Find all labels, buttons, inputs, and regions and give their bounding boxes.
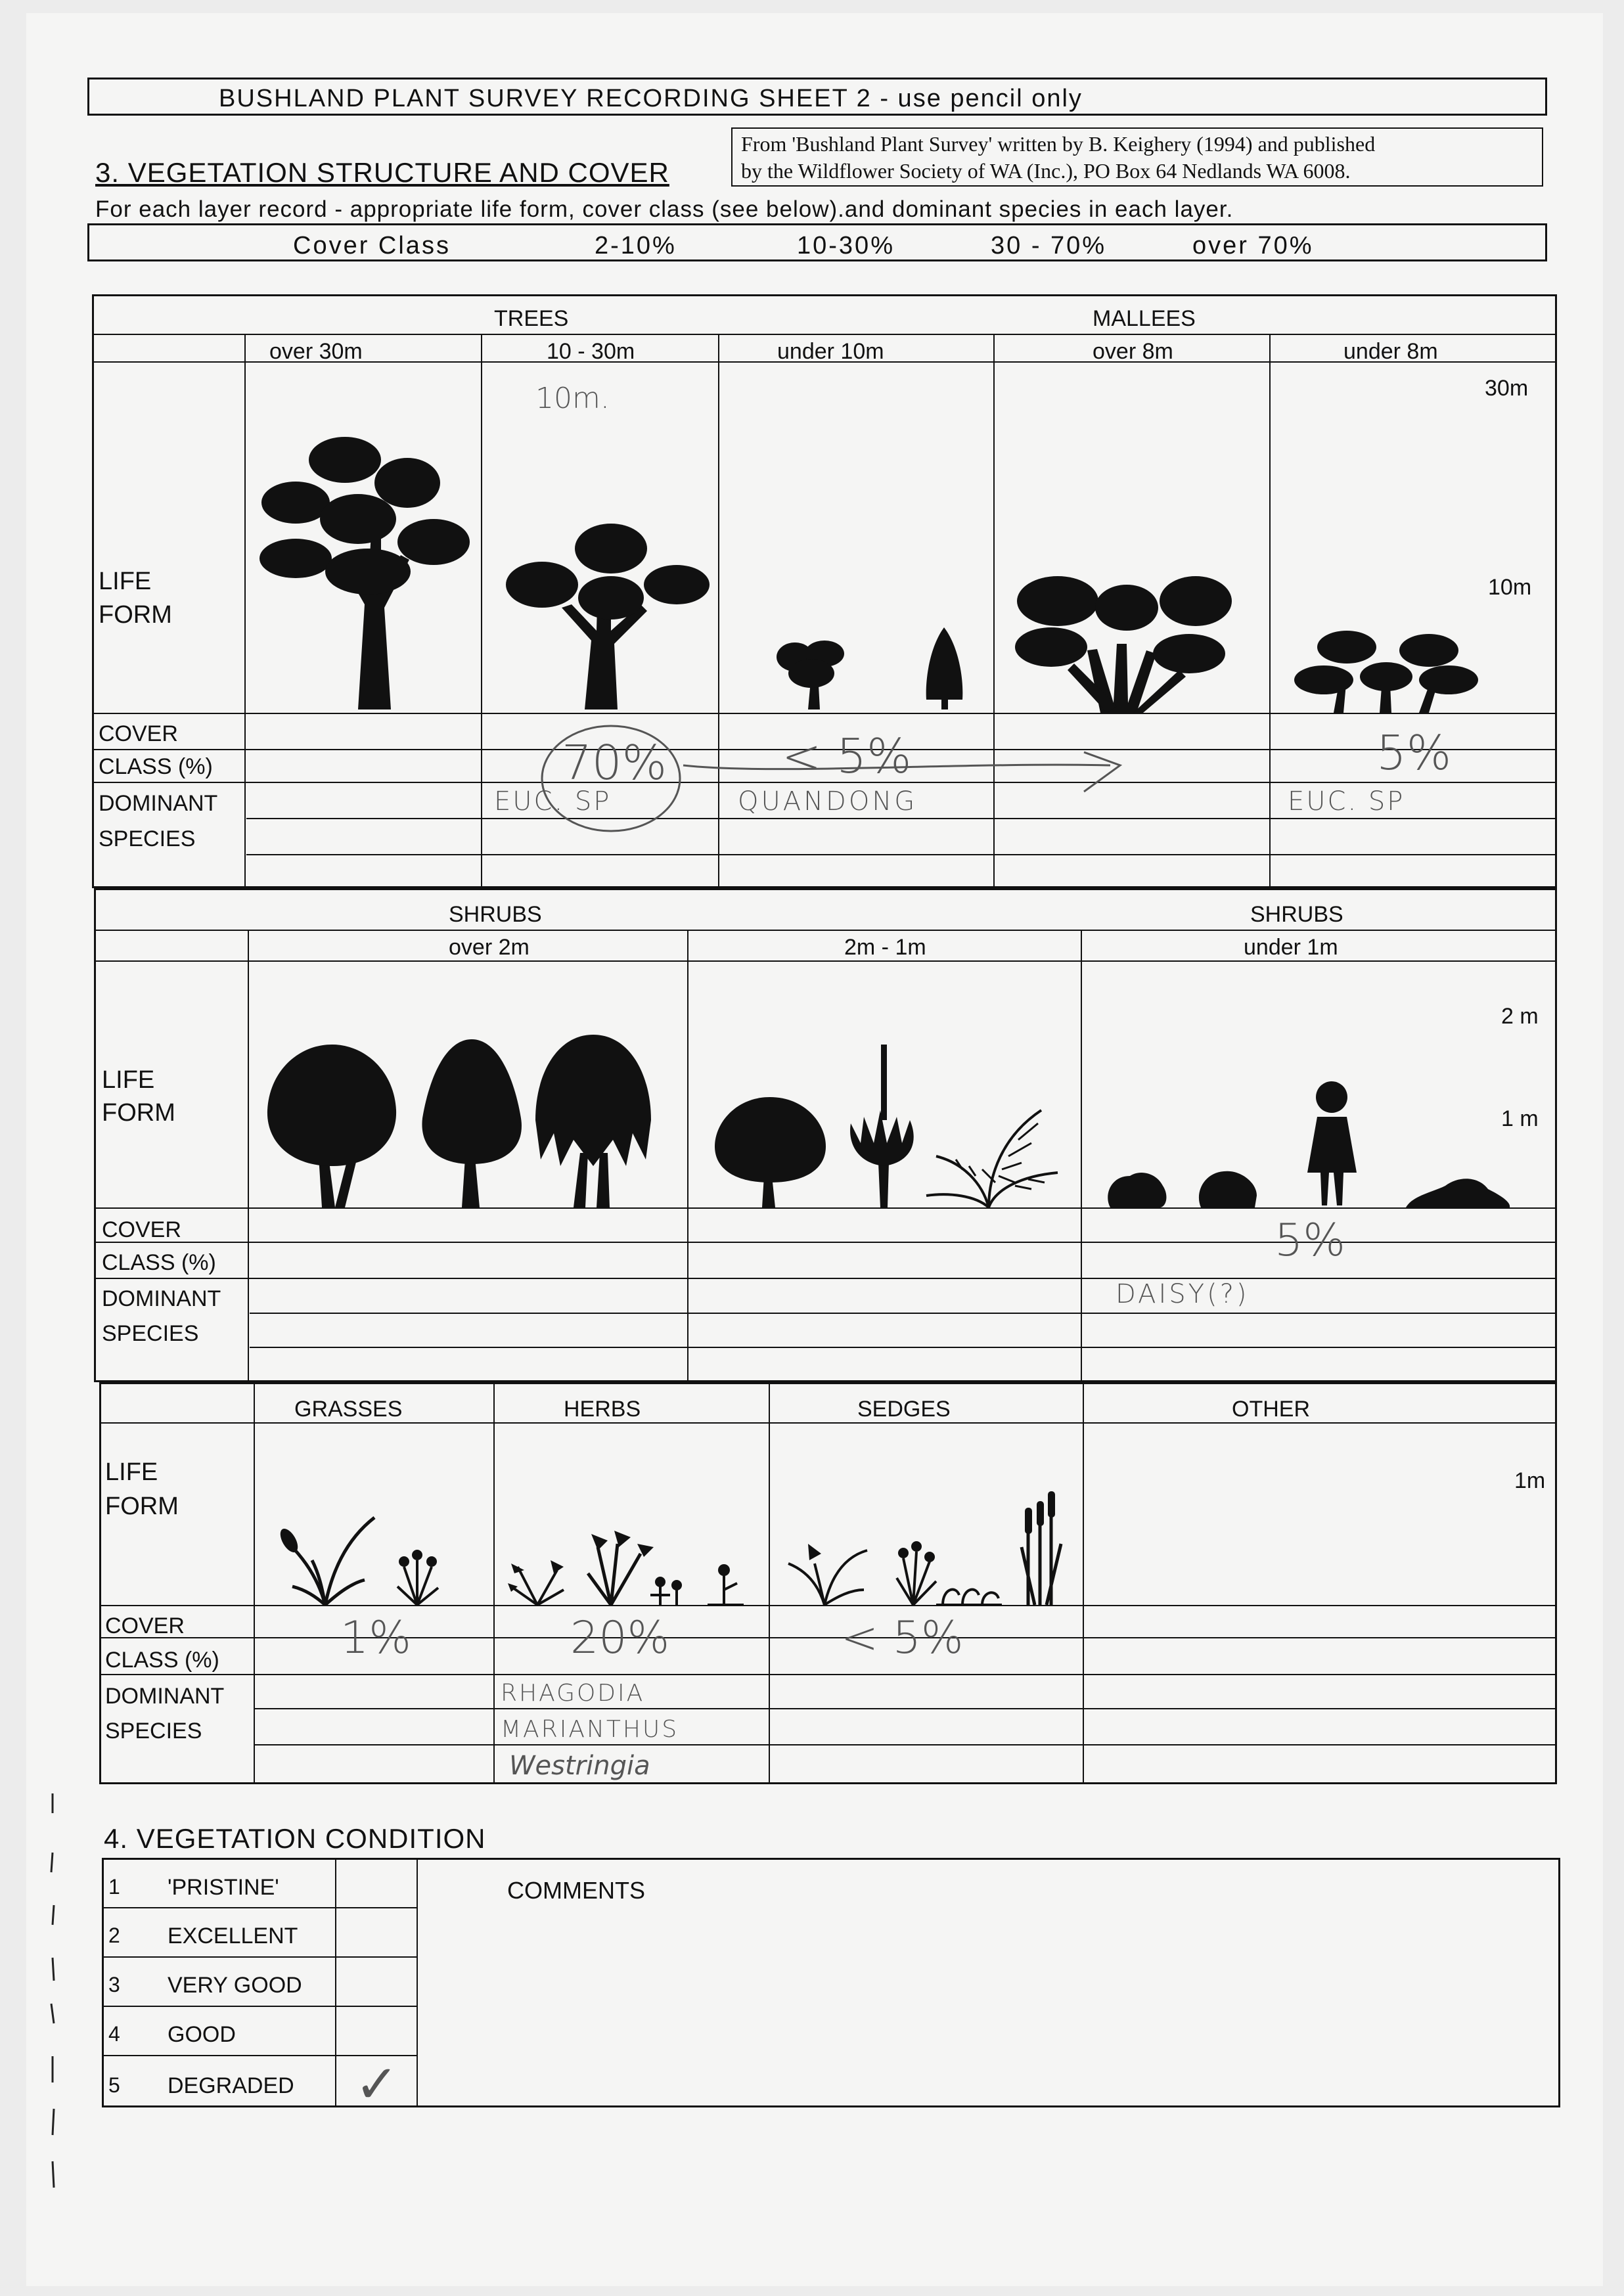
- sedge-icon-2: [890, 1539, 939, 1605]
- scale-10m: 10m: [1488, 575, 1532, 600]
- tall-tree-icon: [259, 434, 476, 709]
- medium-tree-icon: [506, 522, 710, 709]
- herb-icon-3: [647, 1575, 693, 1605]
- person-scale-icon: [1304, 1081, 1360, 1205]
- sheet-title: BUSHLAND PLANT SURVEY RECORDING SHEET 2 - use pencil only: [219, 85, 1083, 112]
- large-shrub-icon-3: [534, 1035, 652, 1207]
- condition-num: 4: [108, 2022, 120, 2046]
- condition-label: 'PRISTINE': [168, 1875, 279, 1900]
- scale-1m-ground: 1m: [1514, 1468, 1546, 1493]
- ground-cover-label: COVER: [105, 1613, 185, 1638]
- hw-species-herbs-2: MARIANTHUS: [501, 1716, 679, 1743]
- hw-species-under10: QUANDONG: [738, 786, 918, 817]
- ground-life-label: LIFE: [105, 1458, 158, 1486]
- condition-num: 3: [108, 1973, 120, 1996]
- hw-cover-under1m: 5%: [1274, 1215, 1345, 1267]
- sedge-icon-1: [782, 1537, 870, 1605]
- mallees-group-header: MALLEES: [1093, 306, 1196, 331]
- condition-label: VERY GOOD: [168, 1973, 302, 1998]
- section3-title: 3. VEGETATION STRUCTURE AND COVER: [95, 157, 669, 188]
- hw-cover-mallee: 5%: [1376, 725, 1452, 780]
- fern-icon: [923, 1104, 1061, 1207]
- scale-1m-shrubs: 1 m: [1501, 1106, 1539, 1131]
- col-mallee-under-8m: under 8m: [1343, 339, 1438, 364]
- condition-num: 1: [108, 1875, 120, 1899]
- rush-icon: [1015, 1488, 1068, 1605]
- shrubs-right-group-header: SHRUBS: [1250, 902, 1343, 927]
- herb-icon-1: [505, 1554, 570, 1605]
- trees-form-label: FORM: [99, 601, 172, 629]
- shrubs-left-group-header: SHRUBS: [449, 902, 542, 927]
- col-shrub-2m-1m: 2m - 1m: [844, 935, 926, 960]
- low-shrub-icon-2: [1194, 1166, 1260, 1207]
- mallee-short-icon: [1294, 631, 1478, 713]
- trees-life-label: LIFE: [99, 568, 152, 595]
- degraded-checkmark: ✓: [355, 2054, 399, 2115]
- comments-area[interactable]: [420, 1908, 1557, 2105]
- medium-shrub-icon: [713, 1097, 828, 1207]
- col-herbs: HERBS: [564, 1397, 641, 1422]
- low-shrub-icon-1: [1104, 1169, 1169, 1207]
- shrubs-life-label: LIFE: [102, 1066, 155, 1094]
- condition-row-good[interactable]: [102, 2006, 417, 2055]
- trees-class-label: CLASS (%): [99, 754, 213, 779]
- col-other: OTHER: [1232, 1397, 1310, 1422]
- condition-row-pristine[interactable]: [102, 1858, 417, 1907]
- binder-marks: [39, 1793, 66, 2214]
- hw-species-mallee: EUC. SP: [1288, 786, 1405, 817]
- col-grasses: GRASSES: [294, 1397, 403, 1422]
- mallee-tall-icon: [1015, 572, 1238, 713]
- condition-label: EXCELLENT: [168, 1924, 298, 1948]
- grasstree-icon: [844, 1045, 923, 1207]
- scale-30m: 30m: [1485, 376, 1529, 401]
- cover-class-3: 30 - 70%: [991, 232, 1107, 259]
- shrubs-class-label: CLASS (%): [102, 1250, 216, 1275]
- instructions: For each layer record - appropriate life form, cover class (see below).and dominant species in each layer.: [95, 196, 1234, 222]
- conifer-icon: [923, 627, 966, 709]
- condition-num: 2: [108, 1924, 120, 1947]
- condition-num: 5: [108, 2073, 120, 2097]
- scale-2m: 2 m: [1501, 1004, 1539, 1029]
- herb-icon-2: [578, 1527, 657, 1605]
- ground-class-label: CLASS (%): [105, 1648, 219, 1673]
- source-line-1: From 'Bushland Plant Survey' written by B. Keighery (1994) and published: [741, 132, 1376, 156]
- cover-class-label: Cover Class: [293, 232, 451, 259]
- shrubs-species-label: SPECIES: [102, 1321, 199, 1346]
- shrubs-dominant-label: DOMINANT: [102, 1286, 221, 1311]
- hw-species-herbs-3: Westringia: [509, 1751, 650, 1781]
- col-over-30m: over 30m: [269, 339, 363, 364]
- condition-label: GOOD: [168, 2022, 236, 2047]
- section4-title: 4. VEGETATION CONDITION: [104, 1823, 486, 1854]
- hw-cover-trees: 70%: [562, 735, 667, 790]
- condition-row-excellent[interactable]: [102, 1907, 417, 1956]
- low-shrub-icon-3: [1406, 1173, 1511, 1207]
- ground-form-label: FORM: [105, 1493, 179, 1520]
- shrubs-form-label: FORM: [102, 1099, 175, 1127]
- ground-species-label: SPECIES: [105, 1719, 202, 1744]
- col-shrub-over-2m: over 2m: [449, 935, 530, 960]
- hw-cover-herbs: 20%: [570, 1612, 670, 1664]
- trees-dominant-label: DOMINANT: [99, 791, 218, 816]
- large-shrub-icon-1: [266, 1045, 397, 1207]
- col-shrub-under-1m: under 1m: [1244, 935, 1338, 960]
- col-under-10m: under 10m: [777, 339, 884, 364]
- large-shrub-icon-2: [419, 1039, 524, 1207]
- trees-group-header: TREES: [494, 306, 569, 331]
- sedge-icon-3: [933, 1575, 1005, 1605]
- trees-cover-label: COVER: [99, 721, 178, 746]
- hw-height-note: 10m.: [535, 382, 610, 415]
- source-line-2: by the Wildflower Society of WA (Inc.), PO Box 64 Nedlands WA 6008.: [741, 159, 1351, 183]
- hw-species-herbs-1: RHAGODIA: [501, 1680, 645, 1707]
- cover-class-1: 2-10%: [595, 232, 677, 259]
- col-10-30m: 10 - 30m: [547, 339, 635, 364]
- grass-icon: [279, 1514, 378, 1605]
- col-sedges: SEDGES: [857, 1397, 951, 1422]
- cover-class-4: over 70%: [1192, 232, 1314, 259]
- small-tree-icon: [775, 637, 851, 709]
- hw-species-trees: EUC. SP: [494, 786, 612, 817]
- herb-icon-4: [704, 1564, 747, 1605]
- hw-cover-grasses: 1%: [340, 1612, 411, 1664]
- condition-row-degraded[interactable]: [102, 2054, 417, 2115]
- condition-row-very-good[interactable]: [102, 1956, 417, 2006]
- trees-species-label: SPECIES: [99, 826, 196, 851]
- hw-species-under1m: DAISY(?): [1116, 1279, 1250, 1309]
- hw-cover-under10: < 5%: [782, 729, 912, 784]
- cover-class-2: 10-30%: [797, 232, 895, 259]
- shrubs-cover-label: COVER: [102, 1217, 181, 1242]
- hw-cover-sedges: < 5%: [841, 1612, 964, 1664]
- condition-label: DEGRADED: [168, 2073, 294, 2098]
- small-herb-icon-1: [391, 1547, 443, 1605]
- comments-label: COMMENTS: [507, 1877, 645, 1904]
- col-mallee-over-8m: over 8m: [1093, 339, 1173, 364]
- ground-dominant-label: DOMINANT: [105, 1684, 225, 1709]
